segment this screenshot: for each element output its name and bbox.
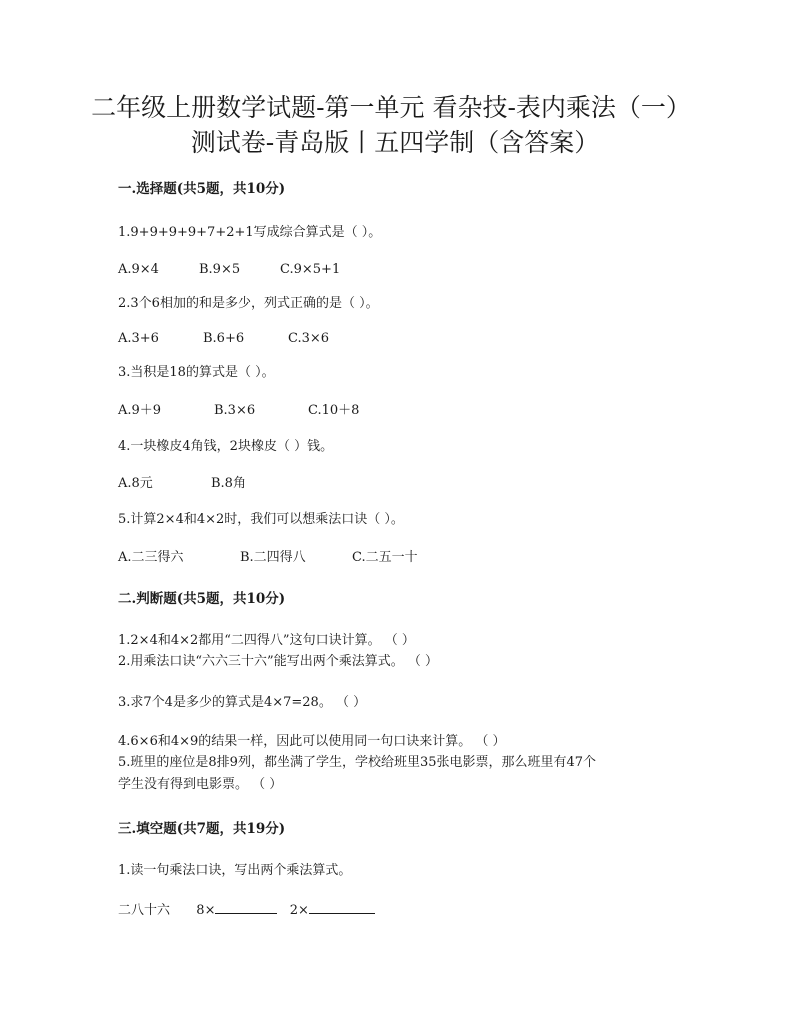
s3-question-1: 1.读一句乘法口诀，写出两个乘法算式。 [118, 863, 352, 878]
s1-q1-option-c: C.9×5+1 [280, 262, 341, 277]
s1-q5-option-a: A.二三得六 [118, 550, 184, 565]
s1-q3-option-b: B.3×6 [214, 403, 256, 418]
s1-question-5: 5.计算2×4和4×2时，我们可以想乘法口诀（ ）。 [118, 512, 404, 527]
document-title-line-2: 测试卷-青岛版丨五四学制（含答案） [190, 128, 600, 157]
s1-question-2: 2.3个6相加的和是多少，列式正确的是（ ）。 [118, 296, 379, 311]
s3-q1-answer-row [118, 901, 375, 920]
s2-question-4: 4.6×6和4×9的结果一样，因此可以使用同一句口诀来计算。 （ ） [118, 734, 506, 749]
section-1-heading: 一.选择题(共5题，共10分) [118, 181, 286, 197]
s1-q2-option-a: A.3+6 [118, 331, 159, 346]
s2-question-3: 3.求7个4是多少的算式是4×7=28。 （ ） [118, 695, 367, 710]
s3-q1-phrase: 二八十六 [118, 903, 171, 918]
s3-q1-blank-1-prefix: 8× [196, 903, 216, 918]
s3-q1-blank-2[interactable] [309, 901, 375, 914]
s1-q1-option-a: A.9×4 [118, 262, 159, 277]
s2-question-5-line-1: 5.班里的座位是8排9列，都坐满了学生，学校给班里35张电影票，那么班里有47个 [118, 755, 597, 770]
s1-question-4: 4.一块橡皮4角钱，2块橡皮（ ）钱。 [118, 439, 334, 454]
s1-q3-option-c: C.10＋8 [308, 403, 360, 418]
s1-q2-option-c: C.3×6 [288, 331, 330, 346]
section-2-heading: 二.判断题(共5题，共10分) [118, 591, 286, 607]
section-3-heading: 三.填空题(共7题，共19分) [118, 821, 286, 837]
s1-q2-option-b: B.6+6 [203, 331, 245, 346]
s1-question-1: 1.9+9+9+9+7+2+1写成综合算式是（ ）。 [118, 225, 382, 240]
s2-question-5-line-2: 学生没有得到电影票。 （ ） [118, 777, 283, 792]
s2-question-1: 1.2×4和4×2都用“二四得八”这句口诀计算。 （ ） [118, 633, 415, 648]
s1-question-3: 3.当积是18的算式是（ ）。 [118, 365, 275, 380]
s1-q1-option-b: B.9×5 [199, 262, 241, 277]
s1-q5-option-c: C.二五一十 [352, 550, 418, 565]
s1-q4-option-a: A.8元 [118, 476, 153, 491]
s1-q4-option-b: B.8角 [211, 476, 246, 491]
s1-q5-option-b: B.二四得八 [240, 550, 306, 565]
s2-question-2: 2.用乘法口诀“六六三十六”能写出两个乘法算式。 （ ） [118, 654, 438, 669]
s3-q1-blank-2-prefix: 2× [289, 903, 309, 918]
s3-q1-blank-1[interactable] [215, 901, 277, 914]
document-title-line-1: 二年级上册数学试题-第一单元 看杂技-表内乘法（一） [91, 93, 691, 122]
s1-q3-option-a: A.9＋9 [118, 403, 162, 418]
